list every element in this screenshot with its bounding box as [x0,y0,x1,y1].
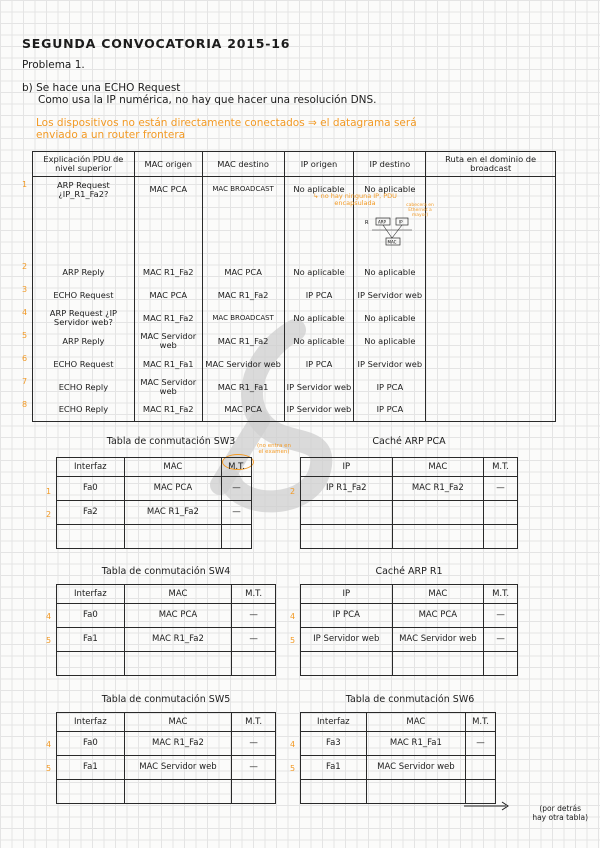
row-number: 4 [290,740,296,749]
table-cell: MAC R1_Fa2 [134,261,202,284]
arp-pca-table [300,457,518,549]
header-cell: MAC [124,585,231,604]
arp-r1-caption: Caché ARP R1 [375,566,443,577]
sw4-caption: Tabla de conmutación SW4 [101,566,231,577]
arp-r1-table [300,584,518,676]
header-cell: M.T. [466,713,496,732]
table-cell: MAC R1_Fa2 [202,330,284,353]
orange-note-line-1: Los dispositivos no están directamente conectados ⇒ el datagrama será [36,117,417,129]
header-cell: MAC destino [202,152,284,177]
sw5-caption: Tabla de conmutación SW5 [101,694,231,705]
table-row [33,284,556,307]
header-cell: Interfaz [57,713,125,732]
table-cell: Fa0 [57,604,125,628]
table-cell: ECHO Reply [33,376,135,399]
sw6-table [300,712,496,804]
table-cell [466,756,496,780]
table-cell: IP Servidor web [284,376,354,399]
header-cell: M.T. [484,585,518,604]
table-cell: MAC BROADCAST [202,177,284,261]
problem-label: Problema 1. [22,59,85,71]
statement-line-2: Como usa la IP numérica, no hay que hacer una resolución DNS. [38,94,377,106]
table-cell: — [232,604,276,628]
table-cell [426,307,556,330]
sw6-caption: Tabla de conmutación SW6 [345,694,475,705]
table-cell: MAC Servidor web [366,756,465,780]
sw3-table [56,457,252,549]
table-cell: — [222,477,252,501]
table-cell: IP PCA [284,353,354,376]
table-cell [426,353,556,376]
row-number: 5 [290,764,296,773]
table-cell: MAC R1_Fa2 [392,477,484,501]
statement-line-1: b) Se hace una ECHO Request [22,82,181,94]
table-cell: ARP Reply [33,261,135,284]
table-cell: MAC PCA [134,177,202,261]
table-row [57,780,276,804]
table-cell: MAC Servidor web [202,353,284,376]
header-annotation: cabecera en Ethernet a mayor) [406,203,434,218]
pdu-table [32,151,556,422]
header-cell: MAC [124,458,221,477]
table-cell: — [484,604,518,628]
table-header-row [301,713,496,732]
row-number: 4 [46,612,52,621]
table-cell: MAC Servidor web [392,628,484,652]
table-row [57,501,252,525]
footer-note-line-2: hay otra tabla) [532,813,588,822]
table-cell: Fa0 [57,477,125,501]
table-row [33,261,556,284]
table-cell: No aplicable [284,177,354,261]
table-row [57,525,252,549]
table-header-row [33,152,556,177]
table-row [33,353,556,376]
row-number: 5 [46,764,52,773]
table-row [57,604,276,628]
table-cell: Fa0 [57,732,125,756]
table-cell: MAC PCA [124,477,221,501]
row-number: 1 [22,180,28,189]
row-number: 4 [290,612,296,621]
row-number: 8 [22,400,28,409]
header-cell: IP [301,585,393,604]
header-cell: Ruta en el dominio de broadcast [426,152,556,177]
header-cell: IP origen [284,152,354,177]
header-cell: MAC [392,585,484,604]
table-cell: MAC PCA [202,261,284,284]
header-cell: M.T. [484,458,518,477]
row-number: 2 [46,510,52,519]
header-cell: Interfaz [57,585,125,604]
table-cell: MAC R1_Fa1 [366,732,465,756]
table-row [57,628,276,652]
sw3-caption: Tabla de conmutación SW3 [106,436,236,447]
table-cell: Fa1 [301,756,367,780]
arrow-right-icon [462,800,512,812]
header-cell: MAC [124,713,231,732]
header-cell: IP destino [354,152,426,177]
table-row [57,652,276,676]
header-cell: M.T. [222,458,252,477]
table-row [33,376,556,399]
header-cell: M.T. [232,713,276,732]
row-number: 2 [290,487,296,496]
table-cell: No aplicable [354,330,426,353]
table-cell: No aplicable [354,177,426,261]
table-cell: MAC PCA [392,604,484,628]
row-number: 7 [22,377,28,386]
page-title: SEGUNDA CONVOCATORIA 2015-16 [22,36,291,51]
table-cell: No aplicable [284,261,354,284]
diagram-label-ip: IP [399,219,403,225]
table-row [57,732,276,756]
row-number: 4 [22,308,28,317]
table-cell: IP Servidor web [301,628,393,652]
table-row [301,652,518,676]
table-cell: MAC PCA [134,284,202,307]
table-cell [426,330,556,353]
table-cell: MAC Servidor web [134,376,202,399]
diagram-label-r: R [365,220,369,226]
table-cell: MAC BROADCAST [202,307,284,330]
row-number: 6 [22,354,28,363]
table-row [33,177,556,261]
table-cell: Fa1 [57,756,125,780]
table-cell: MAC R1_Fa2 [134,399,202,422]
table-cell: MAC R1_Fa1 [134,353,202,376]
table-cell: — [232,756,276,780]
table-cell: ARP Reply [33,330,135,353]
table-cell: No aplicable [354,261,426,284]
table-cell: — [466,732,496,756]
table-cell: — [484,628,518,652]
table-cell: ECHO Reply [33,399,135,422]
table-cell: MAC PCA [124,604,231,628]
diagram-label-mac: MAC [387,239,397,245]
table-cell: MAC Servidor web [134,330,202,353]
table-cell: No aplicable [354,307,426,330]
header-cell: MAC [366,713,465,732]
footer-note [532,804,588,822]
arp-pca-caption: Caché ARP PCA [372,436,446,447]
table-header-row [301,585,518,604]
table-row [301,732,496,756]
table-row [57,477,252,501]
table-row [301,628,518,652]
row-number: 5 [22,331,28,340]
row-number: 2 [22,262,28,271]
table-cell: — [484,477,518,501]
table-cell: IP PCA [284,284,354,307]
table-row [33,399,556,422]
row-number: 4 [46,740,52,749]
table-row [57,756,276,780]
row-number: 5 [290,636,296,645]
header-cell: M.T. [232,585,276,604]
table-cell: Fa1 [57,628,125,652]
table-cell: MAC R1_Fa2 [124,628,231,652]
table-cell [426,177,556,261]
table-cell: — [232,628,276,652]
header-cell: MAC [392,458,484,477]
encapsulation-diagram-icon [362,212,422,250]
table-row [301,604,518,628]
encapsulation-annotation: ↳ no hay ninguna IP, PDU encapsulada [313,192,397,207]
table-cell: IP PCA [301,604,393,628]
table-row [301,756,496,780]
header-cell: Explicación PDU de nivel superior [33,152,135,177]
table-header-row [57,713,276,732]
sw3-annotation: (no entra en el examen) [256,443,292,455]
table-cell: IP R1_Fa2 [301,477,393,501]
table-cell: IP Servidor web [284,399,354,422]
sw4-table [56,584,276,676]
table-cell: MAC R1_Fa2 [124,501,221,525]
table-cell [426,261,556,284]
table-cell: — [232,732,276,756]
table-cell: Fa3 [301,732,367,756]
table-cell: ARP Request ¿IP Servidor web? [33,307,135,330]
orange-note-line-2: enviado a un router frontera [36,129,186,141]
table-cell: IP Servidor web [354,353,426,376]
table-cell: — [222,501,252,525]
row-number: 5 [46,636,52,645]
sw5-table [56,712,276,804]
row-number: 3 [22,285,28,294]
table-row [301,501,518,525]
table-cell: IP PCA [354,399,426,422]
table-cell [426,399,556,422]
header-cell: IP [301,458,393,477]
table-cell: IP Servidor web [354,284,426,307]
table-row [33,307,556,330]
table-cell [426,376,556,399]
table-cell: Fa2 [57,501,125,525]
table-cell: No aplicable [284,330,354,353]
table-cell [426,284,556,307]
table-row [301,525,518,549]
header-cell: Interfaz [301,713,367,732]
diagram-label-arp: ARP [378,219,386,225]
table-row [33,330,556,353]
table-header-row [57,458,252,477]
header-cell: MAC origen [134,152,202,177]
table-cell: MAC PCA [202,399,284,422]
table-cell: MAC Servidor web [124,756,231,780]
table-header-row [57,585,276,604]
table-row [301,477,518,501]
table-cell: ARP Request ¿IP_R1_Fa2? [33,177,135,261]
header-cell: Interfaz [57,458,125,477]
table-cell: MAC R1_Fa1 [202,376,284,399]
table-cell: ECHO Request [33,353,135,376]
table-header-row [301,458,518,477]
table-cell: MAC R1_Fa2 [202,284,284,307]
table-cell: IP PCA [354,376,426,399]
table-cell: MAC R1_Fa2 [124,732,231,756]
table-cell: No aplicable [284,307,354,330]
footer-note-line-1: (por detrás [539,804,581,813]
table-cell: MAC R1_Fa2 [134,307,202,330]
row-number: 1 [46,487,52,496]
table-cell: ECHO Request [33,284,135,307]
